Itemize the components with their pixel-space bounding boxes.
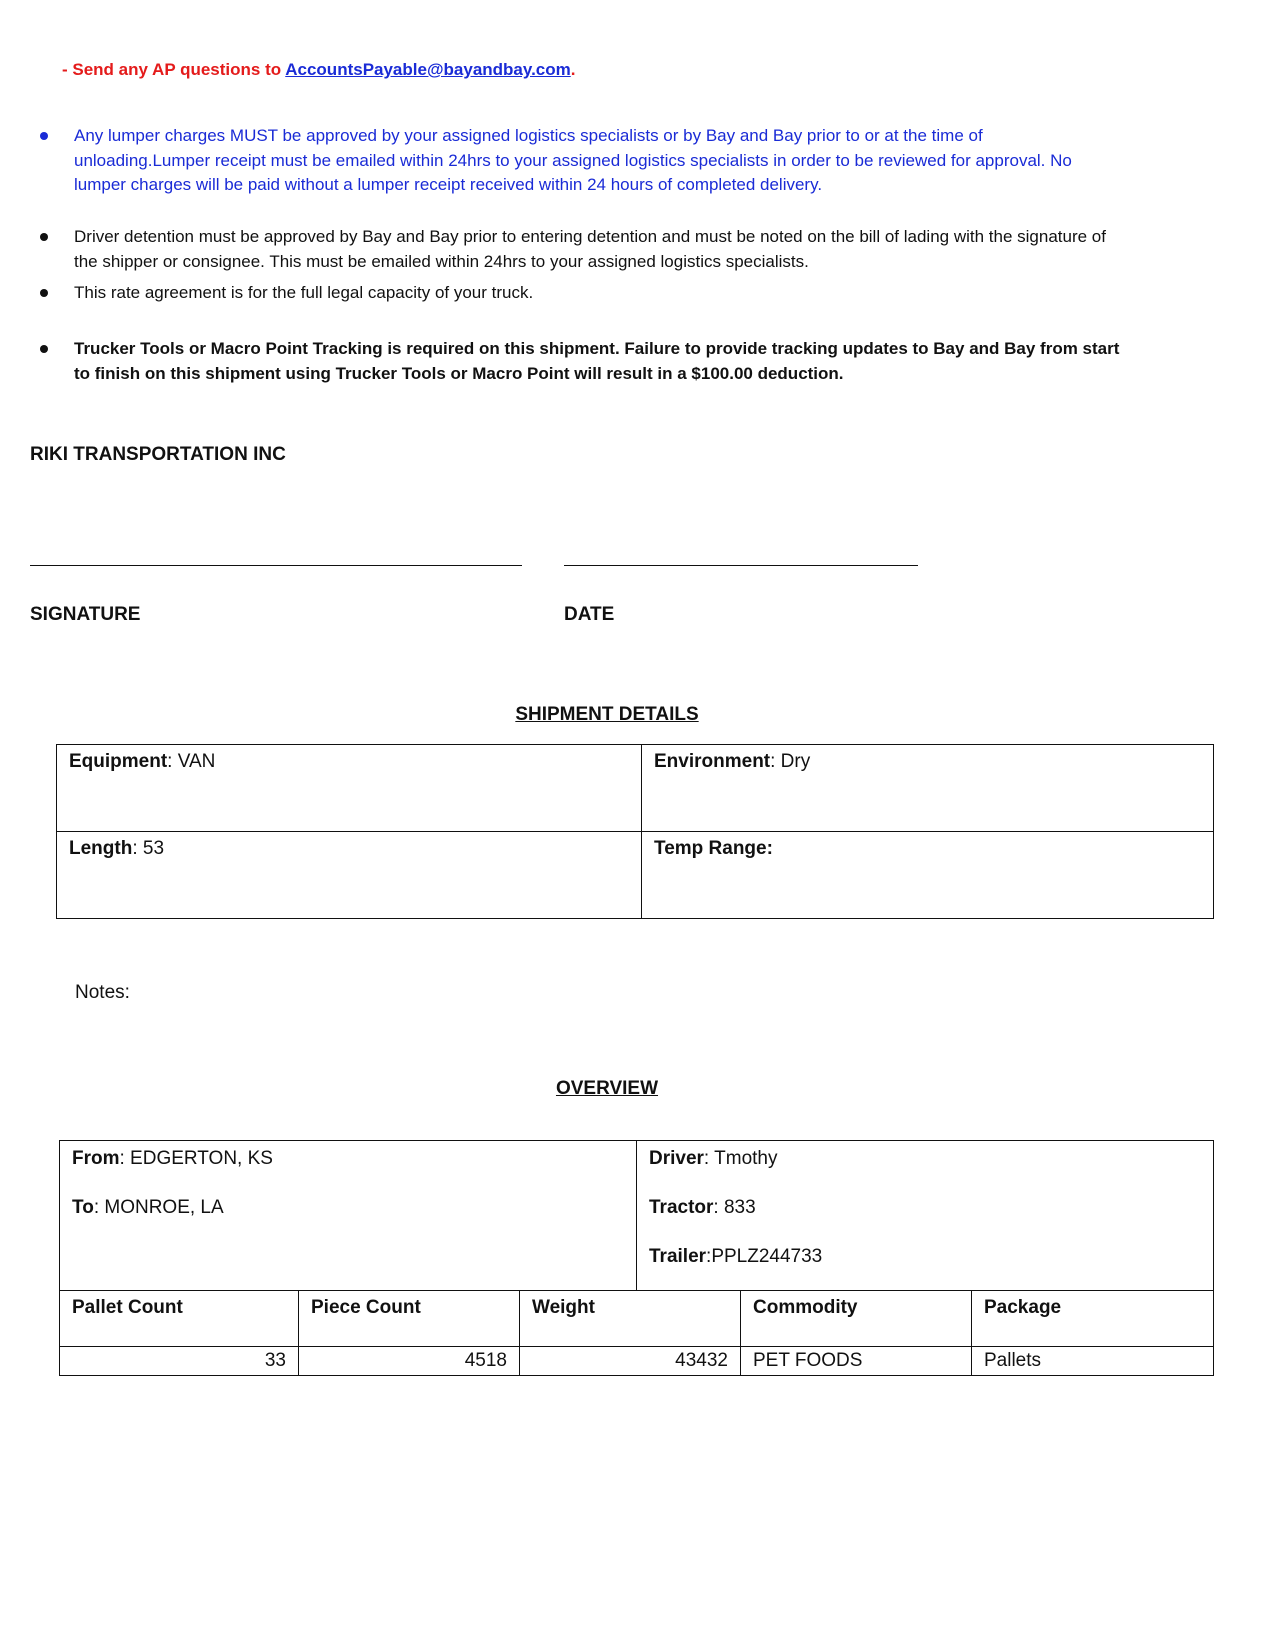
equipment-cell xyxy=(57,745,642,832)
length-value: : 53 xyxy=(132,838,165,859)
notes-label: Notes: xyxy=(75,982,130,1003)
package-cell: Pallets xyxy=(972,1347,1214,1376)
date-label: DATE xyxy=(564,604,615,625)
to-label: To xyxy=(72,1197,94,1218)
temp-range-cell xyxy=(642,832,1214,919)
bullet-dot-icon xyxy=(40,233,48,241)
tractor-value: : 833 xyxy=(713,1197,756,1218)
shipment-details-table xyxy=(56,744,1214,919)
ap-notice-suffix: . xyxy=(570,60,576,79)
bullet-driver-detention xyxy=(40,225,1120,274)
driver-cell xyxy=(637,1141,1214,1291)
bullet-dot-icon xyxy=(40,345,48,353)
shipment-details-title: SHIPMENT DETAILS xyxy=(515,704,699,725)
from-label: From xyxy=(72,1148,120,1169)
carrier-name: RIKI TRANSPORTATION INC xyxy=(30,444,286,465)
overview-route-table xyxy=(59,1140,1214,1291)
equipment-value: : VAN xyxy=(167,751,216,772)
pallet-count-cell: 33 xyxy=(60,1347,299,1376)
column-header-package: Package xyxy=(972,1291,1214,1347)
bullet-text: Any lumper charges MUST be approved by your assigned logistics specialists or by Bay and Bay prior to or at the time of unloading.Lumper receipt must be emailed within 24hrs to your assigned logistics specialists in order to be reviewed for approval. No lumper charges will be paid without a lumper receipt received within 24 hours of completed delivery. xyxy=(74,126,1072,194)
column-header-weight: Weight xyxy=(520,1291,741,1347)
route-cell xyxy=(60,1141,637,1291)
environment-label: Environment xyxy=(654,751,771,772)
bullet-dot-icon xyxy=(40,289,48,297)
weight-cell: 43432 xyxy=(520,1347,741,1376)
column-header-pallet-count: Pallet Count xyxy=(60,1291,299,1347)
length-label: Length xyxy=(69,838,133,859)
bullet-tracking-required xyxy=(40,337,1120,386)
length-cell xyxy=(57,832,642,919)
signature-label: SIGNATURE xyxy=(30,604,141,625)
bullet-full-capacity xyxy=(40,281,1120,306)
from-value: : EDGERTON, KS xyxy=(119,1148,273,1169)
ap-questions-notice xyxy=(62,60,576,80)
driver-label: Driver xyxy=(649,1148,704,1169)
bullet-dot-icon xyxy=(40,132,48,140)
tractor-label: Tractor xyxy=(649,1197,714,1218)
environment-cell xyxy=(642,745,1214,832)
table-row xyxy=(60,1347,1214,1376)
cargo-table xyxy=(59,1290,1214,1376)
date-line xyxy=(564,565,918,566)
trailer-value: :PPLZ244733 xyxy=(706,1246,823,1267)
bullet-lumper-charges xyxy=(40,124,1120,198)
equipment-label: Equipment xyxy=(69,751,168,772)
driver-value: : Tmothy xyxy=(703,1148,778,1169)
trailer-label: Trailer xyxy=(649,1246,707,1267)
temp-range-label: Temp Range: xyxy=(654,838,773,859)
overview-title: OVERVIEW xyxy=(555,1078,659,1099)
bullet-text: Driver detention must be approved by Bay and Bay prior to entering detention and must be noted on the bill of lading with the signature of the shipper or consignee. This must be emailed within 24hrs to your assigned logistics specialists. xyxy=(74,227,1106,271)
to-value: : MONROE, LA xyxy=(93,1197,224,1218)
signature-line xyxy=(30,565,522,566)
environment-value: : Dry xyxy=(770,751,811,772)
bullet-text: Trucker Tools or Macro Point Tracking is required on this shipment. Failure to provide tracking updates to Bay and Bay from start to finish on this shipment using Trucker Tools or Macro Point will result in a $100.00 deduction. xyxy=(74,339,1120,383)
column-header-piece-count: Piece Count xyxy=(299,1291,520,1347)
ap-notice-prefix: - Send any AP questions to xyxy=(62,60,286,79)
ap-email-link[interactable]: AccountsPayable@bayandbay.com xyxy=(285,60,571,79)
column-header-commodity: Commodity xyxy=(741,1291,972,1347)
commodity-cell: PET FOODS xyxy=(741,1347,972,1376)
piece-count-cell: 4518 xyxy=(299,1347,520,1376)
bullet-text: This rate agreement is for the full legal capacity of your truck. xyxy=(74,283,534,302)
